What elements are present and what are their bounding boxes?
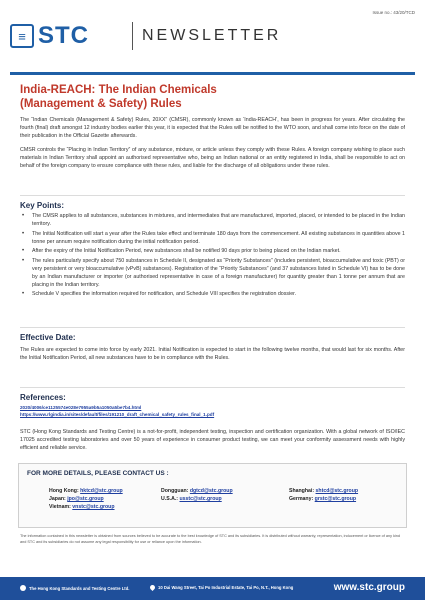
issue-number: Issue no.: 43/20/TCD	[372, 10, 415, 15]
contact-row	[161, 487, 233, 495]
email-link[interactable]: shtcd@stc.group	[315, 488, 359, 494]
email-link[interactable]: grstc@stc.group	[314, 496, 357, 502]
contact-label: Shanghai:	[289, 488, 315, 494]
reference-link[interactable]: https://www.rlgindia.in/sites/default/files/191210_draft_chemical_safety_rules_final_1.pdf	[20, 412, 215, 417]
section-divider	[20, 195, 405, 196]
contact-column	[49, 487, 123, 511]
key-points-list	[20, 212, 405, 300]
intro-paragraph-1: The “Indian Chemicals (Management & Safety) Rules, 20XX” (CMSR), commonly known as ‘India-REACH’, has been in progress for years. After circulating the fourth (final) draft amongst 12 industry bodies earlier this year, it is expected that the Rules will be notified to the WTO soon, and shall come into force on the date of their publication in the Official Gazette afterwards.	[20, 117, 405, 139]
list-item: • Schedule V specifies the information required for notification, and Schedule VIII specifies the registration dossier.	[20, 290, 405, 298]
footer-address	[150, 585, 293, 590]
list-item: • The CMSR applies to all substances, substances in mixtures, and intermediates that are manufactured, imported, placed, or intended to be placed in the Indian territory.	[20, 212, 405, 228]
list-item: • The rules particularly specify about 750 substances in Schedule II, designated as “Priority Substances” (includes persistent, bioaccumulative and toxic (PBT) or very persistent or very bioaccumulative (vPvB) substances). Registration of the “Priority Substances” (and 37 substances listed in Schedule VI) has to be done by an Indian manufacturer or importer (or authorised representative in case of a foreign manufacturer) for quantity greater than 1 tonne per annum that are placing in the Indian territory.	[20, 257, 405, 289]
contact-label: Vietnam:	[49, 504, 71, 510]
effective-date-text: The Rules are expected to come into force by early 2021. Initial Notification is expected to start in the following twelve months, that would last for six months. After the Initial Notification Period, all new substances have to be in compliance with the Rules.	[20, 347, 405, 361]
section-divider	[20, 387, 405, 388]
references-heading: References:	[20, 393, 66, 402]
section-divider	[20, 327, 405, 328]
contact-label: Japan:	[49, 496, 66, 502]
logo-text: STC	[38, 22, 89, 49]
disclaimer-text: The information contained in this newsletter is obtained from sources believed to be accurate to the best knowledge of STC and its subsidiaries. It is distributed without warranty, representation, inducement or licence of any kind and STC and its subsidiaries do not assume any legal responsibility for use or reliance upon the information.	[20, 534, 401, 544]
org-logo-icon	[20, 585, 26, 591]
contact-column	[289, 487, 358, 503]
contact-row	[49, 495, 123, 503]
contact-label: Dongguan:	[161, 488, 189, 494]
contact-row	[49, 487, 123, 495]
contact-row	[49, 503, 123, 511]
contact-label: Germany:	[289, 496, 314, 502]
email-link[interactable]: dgtcd@stc.group	[189, 488, 233, 494]
footer-address-text: 10 Dai Wang Street, Tai Po Industrial Estate, Tai Po, N.T., Hong Kong	[158, 585, 294, 590]
title-line-1: India-REACH: The Indian Chemicals	[20, 84, 217, 96]
location-pin-icon	[149, 584, 156, 591]
stc-logo[interactable]	[10, 22, 130, 50]
contact-label: U.S.A.:	[161, 496, 179, 502]
newsletter-label: NEWSLETTER	[142, 27, 282, 44]
contact-heading: FOR MORE DETAILS, PLEASE CONTACT US :	[27, 470, 169, 477]
references-list	[20, 404, 405, 418]
email-link[interactable]: hktcd@stc.group	[80, 488, 123, 494]
footer-bar	[0, 577, 425, 600]
reference-link[interactable]: 2020/4006/ce1125574e028e7955a9b5a1050a5be7b4.html	[20, 405, 142, 410]
contact-column	[161, 487, 233, 503]
about-stc-text: STC (Hong Kong Standards and Testing Centre) is a not-for-profit, independent testing, inspection and certification organization. With a global network of ISO/IEC 17025 accredited testing laboratories and over 50 years of experience in consumer product testing, we can meet your conformity assessment needs with highly efficient and reliable service.	[20, 429, 405, 451]
contact-row	[161, 495, 233, 503]
contact-row	[289, 487, 358, 495]
footer-org	[20, 585, 129, 591]
key-points-heading: Key Points:	[20, 201, 65, 210]
contact-box	[18, 463, 407, 528]
page-title	[20, 83, 400, 111]
list-item: • The Initial Notification will start a year after the Rules take effect and terminate 180 days from the commencement. All existing substances in quantities above 1 tonne per annum require notification during the initial notification period.	[20, 230, 405, 246]
title-line-2: (Management & Safety) Rules	[20, 98, 182, 110]
list-item: • After the expiry of the Initial Notification Period, new substances shall be notified 90 days prior to being placed on the Indian market.	[20, 247, 405, 255]
contact-row	[289, 495, 358, 503]
header-divider	[132, 22, 133, 50]
email-link[interactable]: usstc@stc.group	[179, 496, 222, 502]
email-link[interactable]: vnstc@stc.group	[72, 504, 115, 510]
stc-logo-icon: ≡	[10, 24, 34, 48]
effective-date-heading: Effective Date:	[20, 333, 76, 342]
contact-label: Hong Kong:	[49, 488, 79, 494]
website-link[interactable]: www.stc.group	[333, 582, 405, 593]
intro-paragraph-2: CMSR controls the “Placing in Indian Territory” of any substance, mixture, or article unless they comply with these Rules. A foreign company wishing to place such materials in Indian Territory shall appoint an authorised representative who, being an Indian national or an entity registered in India, shall be responsible to act on behalf of the foreign company to ensure compliance with these rules, and liable for the discharge of all obligations under these rules.	[20, 147, 405, 169]
header	[0, 0, 425, 62]
footer-org-name: The Hong Kong Standards and Testing Centre Ltd.	[29, 585, 130, 591]
top-rule	[10, 72, 415, 75]
email-link[interactable]: jpo@stc.group	[67, 496, 104, 502]
